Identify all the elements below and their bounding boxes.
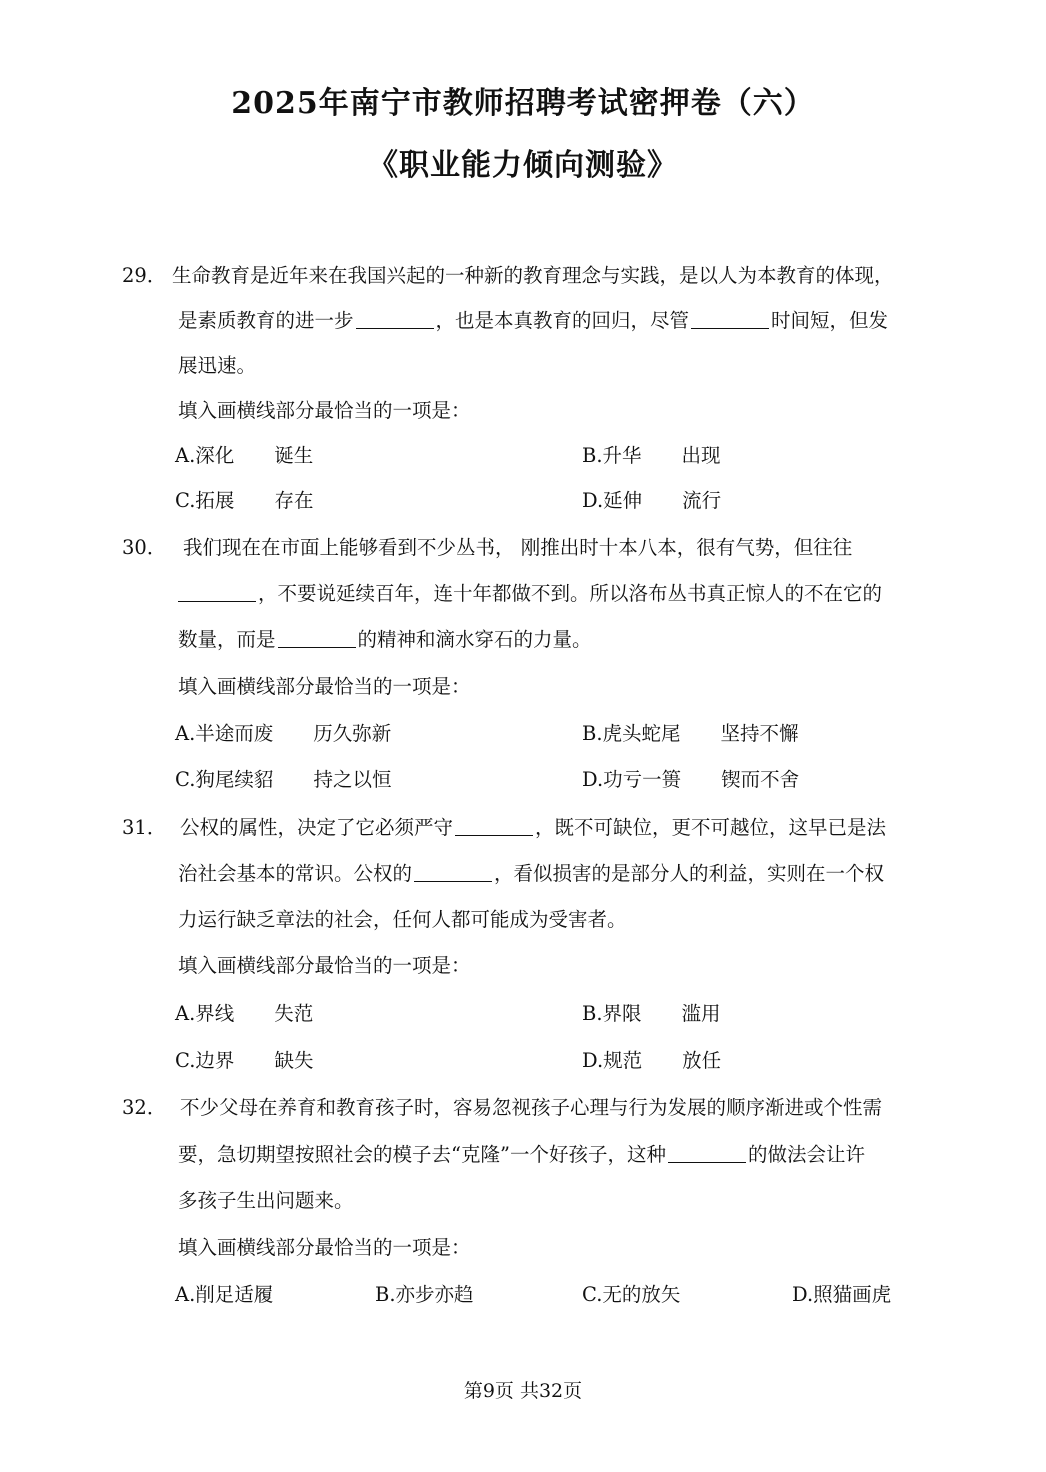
option-d: D.照猫画虎 xyxy=(792,1283,892,1306)
question-text-line: 要，急切期望按照社会的模子去“克隆”一个好孩子，这种 的做法会让许 xyxy=(178,1140,865,1170)
option-d: D.延伸 流行 xyxy=(582,489,722,512)
option-a: A.半途而废 历久弥新 xyxy=(175,722,392,745)
exam-title: 2025年南宁市教师招聘考试密押卷（六） xyxy=(231,86,815,121)
question-text-line: 我们现在在市面上能够看到不少丛书， 刚推出时十本八本，很有气势，但往往 xyxy=(183,536,853,559)
option-d: D.功亏一篑 锲而不舍 xyxy=(582,768,800,791)
question-text-line: 生命教育是近年来在我国兴起的一种新的教育理念与实践，是以人为本教育的体现， xyxy=(172,264,894,287)
option-b: B.界限 滥用 xyxy=(582,1002,721,1025)
question-text-line: 治社会基本的常识。公权的 ，看似损害的是部分人的利益，实则在一个权 xyxy=(178,859,884,889)
question-text-line: ，不要说延续百年，连十年都做不到。所以洛布丛书真正惊人的不在它的 xyxy=(178,579,882,609)
answer-blank xyxy=(455,813,533,836)
option-c: C.无的放矢 xyxy=(582,1283,681,1306)
page-footer: 第9页 共32页 xyxy=(463,1380,583,1402)
question-text-line: 公权的属性，决定了它必须严守 ，既不可缺位，更不可越位，这早已是法 xyxy=(180,813,886,843)
option-b: B.虎头蛇尾 坚持不懈 xyxy=(582,722,799,745)
answer-blank xyxy=(414,859,492,882)
answer-blank xyxy=(356,306,434,329)
option-d: D.规范 放任 xyxy=(582,1049,722,1072)
question-text-line: 多孩子生出问题来。 xyxy=(178,1189,354,1212)
question-number: 29． xyxy=(122,264,167,287)
question-text-line: 数量，而是 的精神和滴水穿石的力量。 xyxy=(178,625,592,655)
exam-subtitle: 《职业能力倾向测验》 xyxy=(368,148,678,183)
option-c: C.边界 缺失 xyxy=(175,1049,314,1072)
question-text-line: 不少父母在养育和教育孩子时，容易忽视孩子心理与行为发展的顺序渐进或个性需 xyxy=(180,1096,883,1119)
answer-blank xyxy=(178,579,256,602)
question-prompt: 填入画横线部分最恰当的一项是： xyxy=(178,399,471,422)
option-b: B.升华 出现 xyxy=(582,444,721,467)
question-number: 32． xyxy=(122,1096,167,1119)
option-a: A.深化 诞生 xyxy=(175,444,314,467)
answer-blank xyxy=(668,1140,746,1163)
question-number: 31． xyxy=(122,816,167,839)
answer-blank xyxy=(278,625,356,648)
option-a: A.削足适履 xyxy=(175,1283,274,1306)
option-b: B.亦步亦趋 xyxy=(375,1283,474,1306)
option-a: A.界线 失范 xyxy=(175,1002,314,1025)
question-prompt: 填入画横线部分最恰当的一项是： xyxy=(178,675,471,698)
answer-blank xyxy=(691,306,769,329)
question-text-line: 展迅速。 xyxy=(178,354,257,377)
option-c: C.拓展 存在 xyxy=(175,489,314,512)
question-prompt: 填入画横线部分最恰当的一项是： xyxy=(178,1236,471,1259)
question-text-line: 是素质教育的进一步 ，也是本真教育的回归，尽管 时间短，但发 xyxy=(178,306,888,336)
option-c: C.狗尾续貂 持之以恒 xyxy=(175,768,392,791)
question-number: 30． xyxy=(122,536,167,559)
question-prompt: 填入画横线部分最恰当的一项是： xyxy=(178,954,471,977)
question-text-line: 力运行缺乏章法的社会，任何人都可能成为受害者。 xyxy=(178,908,627,931)
